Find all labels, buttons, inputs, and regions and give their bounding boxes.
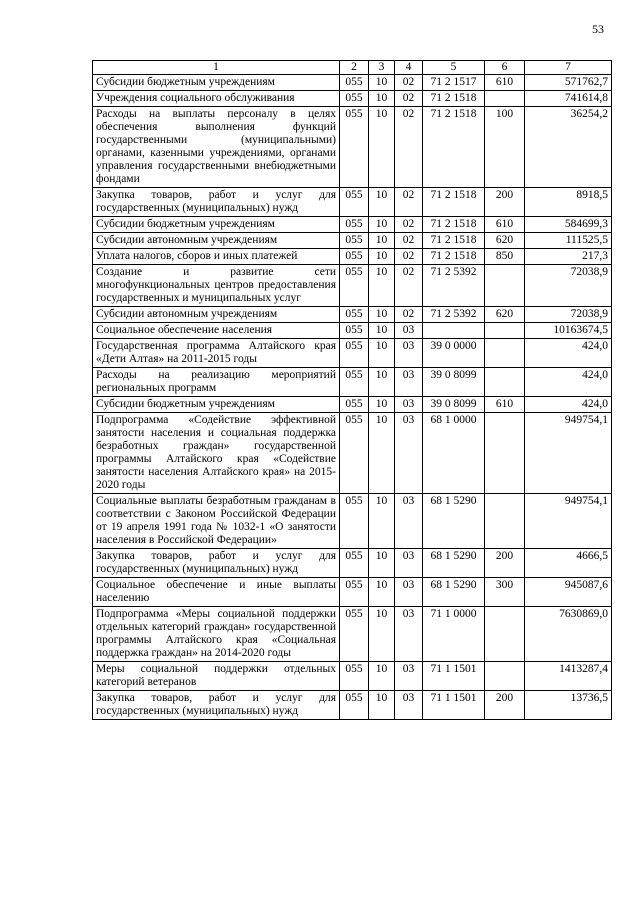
budget-table <box>92 60 612 720</box>
item-name: Учреждения социального обслуживания <box>93 91 340 107</box>
target-article-code: 71 2 1518 <box>423 217 485 233</box>
section-code: 10 <box>369 91 395 107</box>
section-code: 10 <box>369 217 395 233</box>
amount: 424,0 <box>525 339 612 368</box>
amount: 424,0 <box>525 368 612 397</box>
target-article-code: 68 1 0000 <box>423 413 485 494</box>
target-article-code: 68 1 5290 <box>423 549 485 578</box>
target-article-code: 71 2 1518 <box>423 233 485 249</box>
header-cell: 7 <box>525 61 612 75</box>
header-cell: 6 <box>485 61 525 75</box>
section-code: 10 <box>369 549 395 578</box>
ministry-code: 055 <box>340 233 369 249</box>
amount: 584699,3 <box>525 217 612 233</box>
amount: 13736,5 <box>525 691 612 720</box>
ministry-code: 055 <box>340 339 369 368</box>
subsection-code: 02 <box>395 75 423 91</box>
table-row <box>93 549 612 578</box>
table-row <box>93 494 612 549</box>
item-name: Уплата налогов, сборов и иных платежей <box>93 249 340 265</box>
section-code: 10 <box>369 494 395 549</box>
target-article-code: 71 1 1501 <box>423 691 485 720</box>
expense-type-code: 620 <box>485 307 525 323</box>
item-name: Социальное обеспечение населения <box>93 323 340 339</box>
amount: 8918,5 <box>525 188 612 217</box>
expense-type-code: 200 <box>485 691 525 720</box>
table-row <box>93 75 612 91</box>
table-row <box>93 607 612 662</box>
subsection-code: 02 <box>395 217 423 233</box>
table-row <box>93 249 612 265</box>
subsection-code: 03 <box>395 339 423 368</box>
item-name: Государственная программа Алтайского края «Дети Алтая» на 2011-2015 годы <box>93 339 340 368</box>
table-row <box>93 307 612 323</box>
table-row <box>93 265 612 307</box>
expense-type-code: 850 <box>485 249 525 265</box>
target-article-code: 39 0 8099 <box>423 368 485 397</box>
ministry-code: 055 <box>340 188 369 217</box>
target-article-code: 71 2 1518 <box>423 91 485 107</box>
item-name: Подпрограмма «Содействие эффективной занятости населения и социальная поддержка безработных граждан» государственной программы Алтайского края «Содействие занятости населения Алтайского края» на 2015-2020 годы <box>93 413 340 494</box>
amount: 36254,2 <box>525 107 612 188</box>
table-row <box>93 578 612 607</box>
table-row <box>93 691 612 720</box>
subsection-code: 03 <box>395 662 423 691</box>
subsection-code: 02 <box>395 249 423 265</box>
table-row <box>93 323 612 339</box>
subsection-code: 03 <box>395 413 423 494</box>
table-row <box>93 662 612 691</box>
section-code: 10 <box>369 107 395 188</box>
target-article-code: 39 0 0000 <box>423 339 485 368</box>
target-article-code: 71 1 0000 <box>423 607 485 662</box>
table-row <box>93 91 612 107</box>
section-code: 10 <box>369 662 395 691</box>
amount: 111525,5 <box>525 233 612 249</box>
expense-type-code: 610 <box>485 75 525 91</box>
section-code: 10 <box>369 413 395 494</box>
expense-type-code <box>485 323 525 339</box>
expense-type-code: 300 <box>485 578 525 607</box>
header-cell: 2 <box>340 61 369 75</box>
section-code: 10 <box>369 307 395 323</box>
page-number: 53 <box>592 22 604 36</box>
table-row <box>93 339 612 368</box>
header-row <box>93 61 612 75</box>
target-article-code: 68 1 5290 <box>423 578 485 607</box>
expense-type-code: 200 <box>485 549 525 578</box>
amount: 949754,1 <box>525 413 612 494</box>
ministry-code: 055 <box>340 265 369 307</box>
subsection-code: 02 <box>395 188 423 217</box>
subsection-code: 03 <box>395 578 423 607</box>
ministry-code: 055 <box>340 691 369 720</box>
expense-type-code <box>485 91 525 107</box>
item-name: Закупка товаров, работ и услуг для государственных (муниципальных) нужд <box>93 188 340 217</box>
subsection-code: 03 <box>395 549 423 578</box>
expense-type-code <box>485 265 525 307</box>
item-name: Социальное обеспечение и иные выплаты населению <box>93 578 340 607</box>
expense-type-code: 610 <box>485 397 525 413</box>
subsection-code: 03 <box>395 323 423 339</box>
expense-type-code <box>485 607 525 662</box>
subsection-code: 03 <box>395 691 423 720</box>
section-code: 10 <box>369 607 395 662</box>
section-code: 10 <box>369 265 395 307</box>
target-article-code <box>423 323 485 339</box>
ministry-code: 055 <box>340 662 369 691</box>
ministry-code: 055 <box>340 578 369 607</box>
ministry-code: 055 <box>340 249 369 265</box>
table-row <box>93 397 612 413</box>
subsection-code: 02 <box>395 91 423 107</box>
item-name: Субсидии бюджетным учреждениям <box>93 75 340 91</box>
section-code: 10 <box>369 323 395 339</box>
item-name: Социальные выплаты безработным гражданам в соответствии с Законом Российской Федерации от 19 апреля 1991 года № 1032-1 «О занятости населения в Российской Федерации» <box>93 494 340 549</box>
expense-type-code <box>485 413 525 494</box>
target-article-code: 71 2 5392 <box>423 307 485 323</box>
item-name: Расходы на реализацию мероприятий региональных программ <box>93 368 340 397</box>
ministry-code: 055 <box>340 323 369 339</box>
header-cell: 3 <box>369 61 395 75</box>
amount: 945087,6 <box>525 578 612 607</box>
ministry-code: 055 <box>340 307 369 323</box>
item-name: Создание и развитие сети многофункциональных центров предоставления государственных и муниципальных услуг <box>93 265 340 307</box>
ministry-code: 055 <box>340 413 369 494</box>
item-name: Субсидии автономным учреждениям <box>93 233 340 249</box>
expense-type-code: 100 <box>485 107 525 188</box>
target-article-code: 68 1 5290 <box>423 494 485 549</box>
item-name: Закупка товаров, работ и услуг для государственных (муниципальных) нужд <box>93 549 340 578</box>
subsection-code: 03 <box>395 368 423 397</box>
section-code: 10 <box>369 339 395 368</box>
amount: 72038,9 <box>525 265 612 307</box>
expense-type-code <box>485 339 525 368</box>
ministry-code: 055 <box>340 607 369 662</box>
amount: 424,0 <box>525 397 612 413</box>
ministry-code: 055 <box>340 368 369 397</box>
ministry-code: 055 <box>340 549 369 578</box>
expense-type-code: 610 <box>485 217 525 233</box>
expense-type-code <box>485 368 525 397</box>
table-row <box>93 188 612 217</box>
amount: 7630869,0 <box>525 607 612 662</box>
expense-type-code: 620 <box>485 233 525 249</box>
table-row <box>93 217 612 233</box>
subsection-code: 03 <box>395 494 423 549</box>
expense-type-code <box>485 662 525 691</box>
section-code: 10 <box>369 368 395 397</box>
header-cell: 1 <box>93 61 340 75</box>
amount: 741614,8 <box>525 91 612 107</box>
ministry-code: 055 <box>340 494 369 549</box>
section-code: 10 <box>369 249 395 265</box>
target-article-code: 71 2 1518 <box>423 249 485 265</box>
item-name: Расходы на выплаты персоналу в целях обеспечения выполнения функций государственными (муниципальными) органами, казенными учреждениями, органами управления государственными внебюджетными фондами <box>93 107 340 188</box>
ministry-code: 055 <box>340 397 369 413</box>
amount: 10163674,5 <box>525 323 612 339</box>
ministry-code: 055 <box>340 217 369 233</box>
section-code: 10 <box>369 233 395 249</box>
ministry-code: 055 <box>340 91 369 107</box>
table-row <box>93 368 612 397</box>
amount: 72038,9 <box>525 307 612 323</box>
target-article-code: 71 2 1518 <box>423 107 485 188</box>
subsection-code: 02 <box>395 233 423 249</box>
amount: 949754,1 <box>525 494 612 549</box>
section-code: 10 <box>369 578 395 607</box>
item-name: Подпрограмма «Меры социальной поддержки отдельных категорий граждан» государственной программы Алтайского края «Социальная поддержка граждан» на 2014-2020 годы <box>93 607 340 662</box>
item-name: Субсидии автономным учреждениям <box>93 307 340 323</box>
item-name: Субсидии бюджетным учреждениям <box>93 397 340 413</box>
section-code: 10 <box>369 188 395 217</box>
item-name: Закупка товаров, работ и услуг для государственных (муниципальных) нужд <box>93 691 340 720</box>
target-article-code: 71 1 1501 <box>423 662 485 691</box>
target-article-code: 39 0 8099 <box>423 397 485 413</box>
expense-type-code: 200 <box>485 188 525 217</box>
ministry-code: 055 <box>340 107 369 188</box>
subsection-code: 03 <box>395 397 423 413</box>
amount: 1413287,4 <box>525 662 612 691</box>
target-article-code: 71 2 5392 <box>423 265 485 307</box>
table-row <box>93 413 612 494</box>
table-row <box>93 107 612 188</box>
subsection-code: 02 <box>395 307 423 323</box>
amount: 217,3 <box>525 249 612 265</box>
item-name: Субсидии бюджетным учреждениям <box>93 217 340 233</box>
target-article-code: 71 2 1518 <box>423 188 485 217</box>
subsection-code: 03 <box>395 607 423 662</box>
section-code: 10 <box>369 691 395 720</box>
table-row <box>93 233 612 249</box>
ministry-code: 055 <box>340 75 369 91</box>
amount: 571762,7 <box>525 75 612 91</box>
target-article-code: 71 2 1517 <box>423 75 485 91</box>
header-cell: 5 <box>423 61 485 75</box>
amount: 4666,5 <box>525 549 612 578</box>
section-code: 10 <box>369 397 395 413</box>
item-name: Меры социальной поддержки отдельных категорий ветеранов <box>93 662 340 691</box>
section-code: 10 <box>369 75 395 91</box>
subsection-code: 02 <box>395 107 423 188</box>
subsection-code: 02 <box>395 265 423 307</box>
expense-type-code <box>485 494 525 549</box>
header-cell: 4 <box>395 61 423 75</box>
